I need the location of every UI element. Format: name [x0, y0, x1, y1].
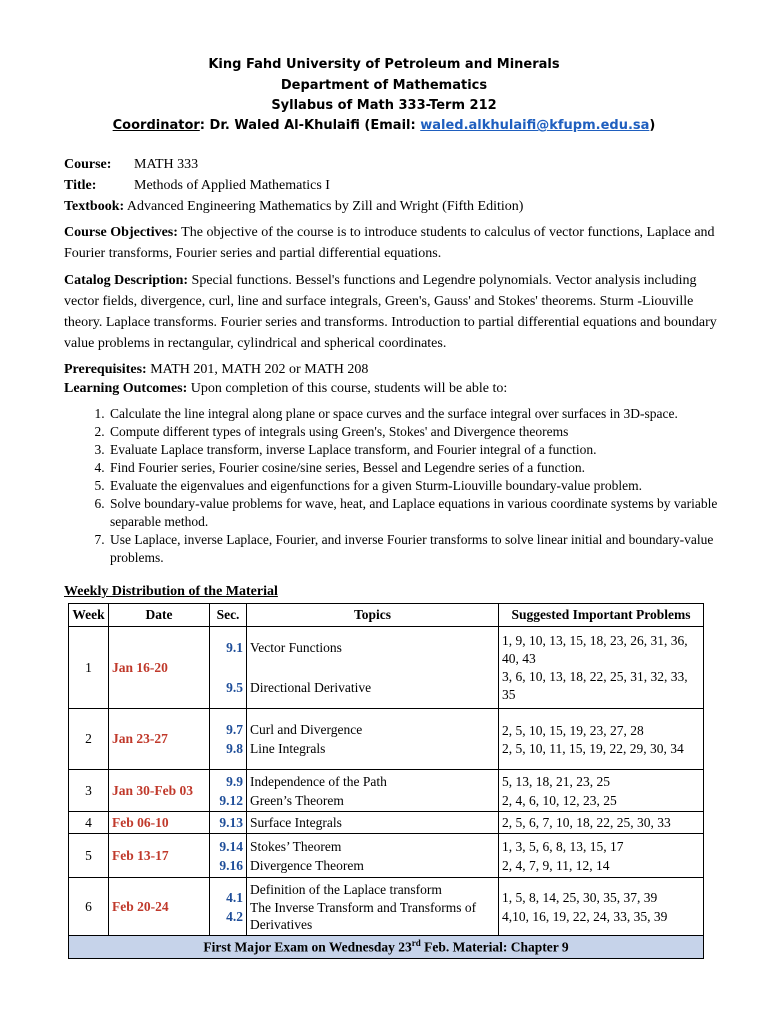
learning-label: Learning Outcomes:: [64, 381, 188, 396]
list-item: 1. Calculate the line integral along plane or space curves and the surface integral over surfaces in 3D-space.: [108, 405, 753, 423]
weekly-table: [68, 603, 704, 959]
university-name: King Fahd University of Petroleum and Minerals: [208, 57, 560, 72]
problems: 1, 5, 8, 14, 25, 30, 35, 37, 39: [502, 889, 658, 905]
problems: 2, 5, 10, 11, 15, 19, 22, 29, 30, 34: [502, 740, 684, 756]
section-number: 4.1: [226, 889, 243, 905]
topic: Independence of the Path: [250, 773, 387, 789]
list-item: 3. Evaluate Laplace transform, inverse Laplace transform, and Fourier integral of a function.: [108, 441, 753, 459]
department-name: Department of Mathematics: [280, 78, 488, 93]
week-number: 2: [69, 709, 109, 770]
topic: Green’s Theorem: [250, 792, 344, 808]
exam-sup: rd: [411, 938, 421, 949]
table-row: [69, 834, 704, 878]
table-header-row: [69, 604, 704, 627]
header-sec: Sec.: [210, 604, 247, 627]
textbook-label: Textbook:: [64, 199, 125, 214]
header-week: Week: [69, 604, 109, 627]
section-number: 9.16: [219, 857, 243, 873]
section-number: 9.7: [226, 722, 243, 737]
header-date: Date: [109, 604, 210, 627]
list-item: 4. Find Fourier series, Fourier cosine/sine series, Bessel and Legendre series of a function.: [108, 459, 753, 477]
title-value: Methods of Applied Mathematics I: [134, 178, 330, 193]
topic: Divergence Theorem: [250, 857, 364, 873]
week-number: 5: [69, 834, 109, 878]
coordinator-label: Coordinator: [112, 118, 200, 133]
week-number: 1: [69, 627, 109, 709]
topic: Curl and Divergence: [250, 722, 363, 737]
topic: Vector Functions: [250, 639, 342, 655]
exam-text: First Major Exam on Wednesday 23: [203, 939, 412, 955]
week-number: 3: [69, 770, 109, 812]
textbook-row: [64, 196, 523, 217]
coordinator-line: [0, 118, 768, 133]
section-number: 9.13: [210, 812, 247, 834]
header-problems: Suggested Important Problems: [499, 604, 704, 627]
section-number: 9.5: [226, 679, 243, 695]
objectives-text: The objective of the course is to introduce students to calculus of vector functions, Laplace and Fourier transforms, Fourier series and partial differential equations.: [64, 225, 715, 261]
list-item: 5. Evaluate the eigenvalues and eigenfunctions for a given Sturm-Liouville boundary-value problem.: [108, 477, 753, 495]
problems: 3, 6, 10, 13, 18, 22, 25, 31, 32, 33, 35: [502, 668, 688, 702]
prerequisites-row: [64, 359, 368, 380]
title-label: Title:: [64, 178, 97, 193]
objectives-label: Course Objectives:: [64, 225, 178, 240]
syllabus-title: Syllabus of Math 333-Term 212: [271, 98, 497, 113]
week-date: Jan 16-20: [109, 627, 210, 709]
prerequisites-label: Prerequisites:: [64, 362, 147, 377]
catalog-description: [64, 270, 724, 354]
course-row: [64, 154, 198, 175]
topic: The Inverse Transform and Transforms of Derivatives: [250, 900, 477, 932]
problems: 2, 4, 6, 10, 12, 23, 25: [502, 792, 617, 808]
section-number: 9.9: [226, 773, 243, 789]
week-number: 4: [69, 812, 109, 834]
table-row: [69, 709, 704, 770]
table-row: [69, 878, 704, 936]
exam-notice: [69, 936, 704, 959]
topic: Surface Integrals: [247, 812, 499, 834]
section-number: 9.12: [219, 792, 243, 808]
problems: 1, 9, 10, 13, 15, 18, 23, 26, 31, 36, 40, 43: [502, 632, 688, 666]
prerequisites-text: MATH 201, MATH 202 or MATH 208: [150, 362, 369, 377]
week-date: Feb 13-17: [109, 834, 210, 878]
learning-outcomes-list: [64, 405, 753, 567]
coordinator-name: : Dr. Waled Al-Khulaifi (Email:: [199, 118, 421, 133]
course-value: MATH 333: [134, 157, 199, 172]
catalog-text: Special functions. Bessel's functions and Legendre polynomials. Vector analysis including vector fields, divergence, curl, line and surface integrals, Green's, Gauss' and Stokes' theorems. Sturm -Liouville theory. Laplace transforms. Fourier series and transforms. Introduction to partial differential equations and boundary value problems in rectangular, cylindrical and spherical coordinates.: [64, 273, 717, 351]
week-number: 6: [69, 878, 109, 936]
learning-outcomes-row: [64, 378, 507, 399]
topic: Stokes’ Theorem: [250, 838, 342, 854]
problems: 2, 5, 10, 15, 19, 23, 27, 28: [502, 722, 644, 738]
exam-text-end: Feb. Material: Chapter 9: [420, 939, 569, 955]
section-number: 4.2: [226, 908, 243, 924]
weekly-distribution-title: Weekly Distribution of the Material: [64, 584, 278, 599]
section-number: 9.14: [219, 838, 243, 854]
learning-text: Upon completion of this course, students will be able to:: [190, 381, 508, 396]
list-item: 6. Solve boundary-value problems for wave, heat, and Laplace equations in various coordinate systems by variable separable method.: [108, 495, 753, 531]
week-date: Jan 30-Feb 03: [109, 770, 210, 812]
week-date: Jan 23-27: [109, 709, 210, 770]
topic: Definition of the Laplace transform: [250, 882, 442, 897]
coordinator-email-link[interactable]: waled.alkhulaifi@kfupm.edu.sa: [420, 118, 650, 133]
table-row: [69, 627, 704, 709]
exam-row: [69, 936, 704, 959]
textbook-value: Advanced Engineering Mathematics by Zill and Wright (Fifth Edition): [126, 199, 524, 214]
week-date: Feb 06-10: [109, 812, 210, 834]
week-date: Feb 20-24: [109, 878, 210, 936]
catalog-label: Catalog Description:: [64, 273, 189, 288]
topic: Line Integrals: [250, 741, 326, 756]
list-item: 2. Compute different types of integrals using Green's, Stokes' and Divergence theorems: [108, 423, 753, 441]
course-label: Course:: [64, 157, 112, 172]
problems: 4,10, 16, 19, 22, 24, 33, 35, 39: [502, 908, 668, 924]
list-item: 7. Use Laplace, inverse Laplace, Fourier, and inverse Fourier transforms to solve linear initial and boundary-value problems.: [108, 531, 753, 567]
header-topics: Topics: [247, 604, 499, 627]
problems: 2, 4, 7, 9, 11, 12, 14: [502, 857, 610, 873]
table-row: [69, 770, 704, 812]
problems: 2, 5, 6, 7, 10, 18, 22, 25, 30, 33: [499, 812, 704, 834]
section-number: 9.1: [226, 639, 243, 655]
course-objectives: [64, 222, 724, 264]
section-number: 9.8: [226, 741, 243, 756]
problems: 5, 13, 18, 21, 23, 25: [502, 773, 610, 789]
table-row: [69, 812, 704, 834]
coordinator-close: ): [649, 118, 656, 133]
title-row: [64, 175, 330, 196]
topic: Directional Derivative: [250, 679, 372, 695]
problems: 1, 3, 5, 6, 8, 13, 15, 17: [502, 838, 624, 854]
